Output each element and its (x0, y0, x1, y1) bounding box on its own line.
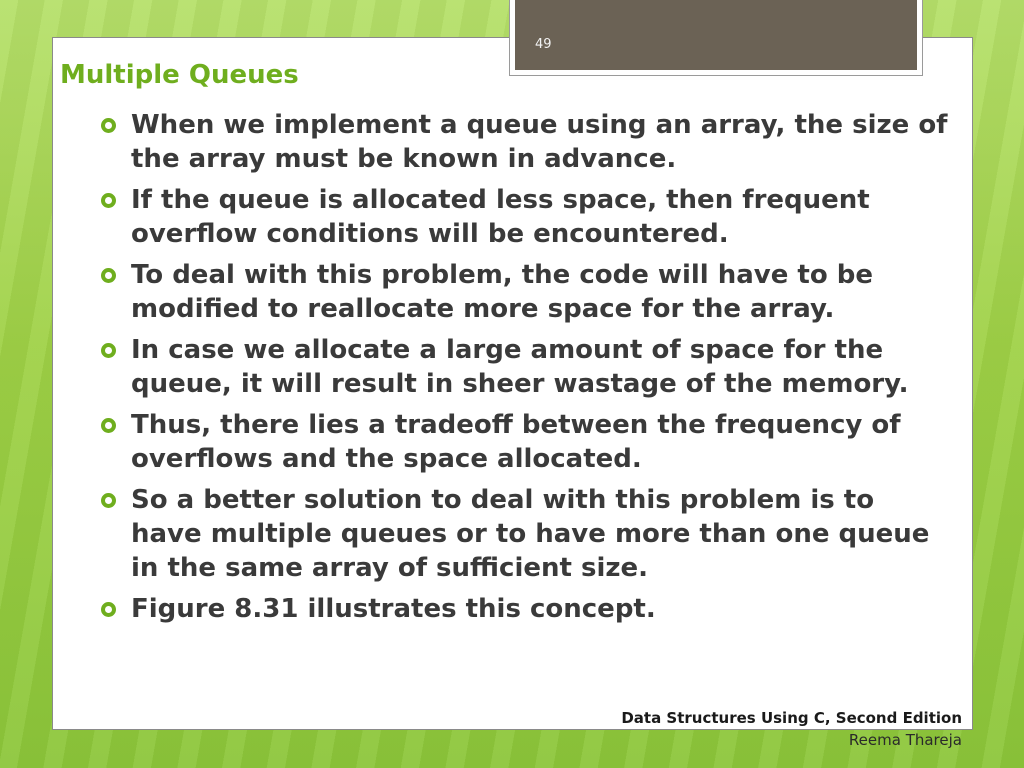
bullet-text: In case we allocate a large amount of space for the queue, it will result in sheer wastage of the memory. (131, 335, 909, 399)
bullet-list (100, 108, 950, 633)
bullet-text: To deal with this problem, the code will have to be modified to reallocate more space for the array. (131, 260, 874, 324)
ring-bullet-icon (101, 118, 116, 133)
bullet-text: If the queue is allocated less space, then frequent overflow conditions will be encountered. (131, 185, 870, 249)
slide-number-tab (509, 0, 923, 76)
ring-bullet-icon (101, 343, 116, 358)
bullet-item (100, 108, 950, 176)
slide-number-box (515, 0, 917, 70)
ring-bullet-icon (101, 193, 116, 208)
bullet-item (100, 183, 950, 251)
ring-bullet-icon (101, 418, 116, 433)
ring-bullet-icon (101, 493, 116, 508)
bullet-item (100, 258, 950, 326)
bullet-item (100, 483, 950, 585)
slide-number: 49 (535, 37, 552, 52)
bullet-text: Figure 8.31 illustrates this concept. (131, 594, 656, 624)
bullet-text: Thus, there lies a tradeoff between the frequency of overflows and the space allocated. (131, 410, 901, 474)
ring-bullet-icon (101, 602, 116, 617)
footer-author: Reema Thareja (848, 731, 962, 749)
ring-bullet-icon (101, 268, 116, 283)
bullet-item (100, 333, 950, 401)
footer-book-title: Data Structures Using C, Second Edition (621, 709, 962, 727)
bullet-text: When we implement a queue using an array, the size of the array must be known in advance. (131, 110, 948, 174)
bullet-item (100, 408, 950, 476)
bullet-text: So a better solution to deal with this problem is to have multiple queues or to have more than one queue in the same array of sufficient size. (131, 485, 930, 583)
bullet-item (100, 592, 950, 626)
slide-title: Multiple Queues (60, 60, 299, 90)
